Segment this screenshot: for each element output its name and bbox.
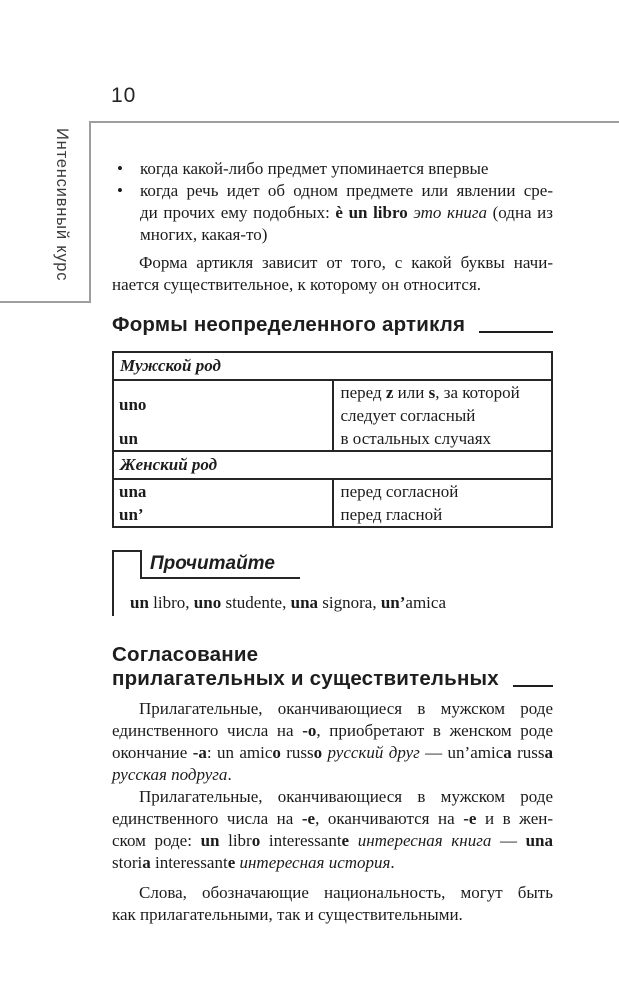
- text-line: нается существительное, к которому он относится.: [112, 275, 482, 294]
- table-row: [113, 380, 552, 427]
- text-line: storia interessante интересная история.: [112, 853, 395, 872]
- table-section-header-masculine: [113, 352, 552, 380]
- nationality-paragraph: [112, 882, 553, 926]
- bullet-icon: •: [117, 181, 123, 200]
- heading-underline: [479, 331, 553, 334]
- heading-text: прилагательных и существительных: [112, 667, 499, 690]
- page-number: 10: [111, 84, 137, 107]
- heading-line-1: [112, 643, 553, 667]
- top-rule: [89, 121, 619, 123]
- heading-text: Согласование: [112, 643, 259, 666]
- sidebar-bottom-rule: [0, 301, 91, 303]
- heading-underline: [513, 685, 553, 688]
- text-line: окончание -a: un amico russo русский друг — un’amica russa: [112, 743, 554, 762]
- heading-line-2: [112, 667, 553, 691]
- content-column: [112, 140, 553, 926]
- article-usage-cell: перед z или s, за которой следует согласный: [340, 383, 520, 425]
- read-box-example-line: un libro, uno studente, una signora, un’amica: [130, 593, 446, 612]
- text-line: единственного числа на -e, оканчиваются на -e и в жен-: [112, 809, 553, 828]
- read-box: [112, 550, 553, 624]
- sidebar-edition-label: Интенсивный курс: [53, 128, 71, 282]
- text-line: Прилагательные, оканчивающиеся в мужском роде: [139, 787, 553, 806]
- text-line: когда какой-либо предмет упоминается впервые: [140, 159, 489, 178]
- text-line: ском роде: un libro interessante интересная книга — una: [112, 831, 553, 850]
- read-box-title: Прочитайте: [150, 553, 275, 574]
- article-form-cell: un’: [113, 503, 333, 527]
- article-form-cell: un: [113, 427, 333, 451]
- bullet-text: [140, 180, 553, 246]
- bullet-item: [112, 158, 553, 180]
- text-line: единственного числа на -o, приобретают в женском роде: [112, 721, 553, 740]
- text-line: русская подруга.: [112, 765, 232, 784]
- table-row: [113, 479, 552, 503]
- bullet-list: [112, 158, 553, 246]
- text-line: как прилагательными, так и существительными.: [112, 905, 463, 924]
- bullet-text: [140, 158, 553, 180]
- text-line: Прилагательные, оканчивающиеся в мужском роде: [139, 699, 553, 718]
- article-usage-cell: в остальных случаях: [340, 429, 492, 448]
- table-section-header-feminine: [113, 451, 552, 479]
- text-line: ди прочих ему подобных: è un libro это книга (одна из: [140, 203, 553, 222]
- section-header-cell: Мужской род: [113, 352, 552, 380]
- bullet-icon: •: [117, 159, 123, 178]
- intro-paragraph: [112, 252, 553, 296]
- table-row: [113, 427, 552, 451]
- table-row: [113, 503, 552, 527]
- text-line: Слова, обозначающие национальность, могут быть: [139, 883, 553, 902]
- text-line: когда речь идет об одном предмете или явлении сре-: [140, 181, 553, 200]
- article-usage-cell: перед согласной: [340, 482, 459, 501]
- section-agreement-heading: [112, 643, 553, 691]
- sidebar-vertical-rule: [89, 121, 91, 303]
- section-forms-heading: [112, 313, 553, 337]
- text-line: Форма артикля зависит от того, с какой буквы начи-: [139, 253, 553, 272]
- article-form-cell: uno: [113, 380, 333, 427]
- agreement-paragraph-1: [112, 698, 553, 786]
- bullet-item: [112, 180, 553, 246]
- article-form-cell: una: [113, 479, 333, 503]
- text-line: многих, какая-то): [140, 225, 268, 244]
- agreement-paragraph-2: [112, 786, 553, 874]
- heading-text: Формы неопределенного артикля: [112, 313, 466, 336]
- article-usage-cell: перед гласной: [340, 505, 443, 524]
- indefinite-article-table: [112, 351, 553, 528]
- section-header-cell: Женский род: [113, 451, 552, 479]
